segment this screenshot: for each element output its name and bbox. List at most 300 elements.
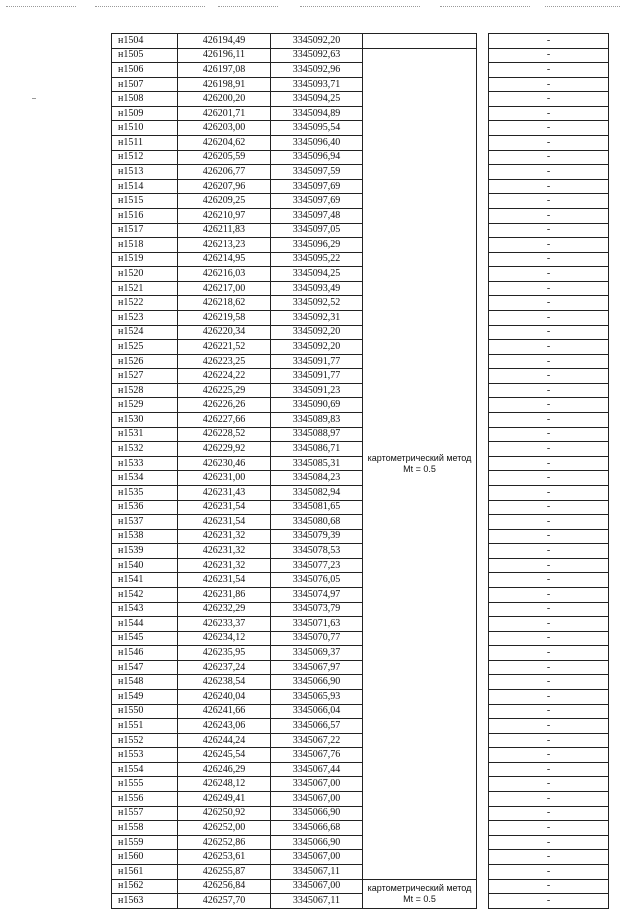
gap-cell: [477, 733, 489, 748]
table-row: [112, 398, 609, 413]
accuracy-cell: -: [489, 383, 609, 398]
accuracy-cell: -: [489, 442, 609, 457]
accuracy-cell: -: [489, 252, 609, 267]
gap-cell: [477, 558, 489, 573]
accuracy-cell: -: [489, 602, 609, 617]
x-coordinate-cell: 426217,00: [178, 281, 271, 296]
y-coordinate-cell: 3345097,48: [271, 208, 363, 223]
table-row: [112, 485, 609, 500]
x-coordinate-cell: 426220,34: [178, 325, 271, 340]
gap-cell: [477, 48, 489, 63]
table-row: [112, 208, 609, 223]
table-row: [112, 762, 609, 777]
point-id-cell: н1547: [112, 660, 178, 675]
accuracy-cell: -: [489, 34, 609, 49]
x-coordinate-cell: 426231,54: [178, 573, 271, 588]
point-id-cell: н1540: [112, 558, 178, 573]
point-id-cell: н1513: [112, 165, 178, 180]
gap-cell: [477, 383, 489, 398]
x-coordinate-cell: 426250,92: [178, 806, 271, 821]
point-id-cell: н1554: [112, 762, 178, 777]
x-coordinate-cell: 426198,91: [178, 77, 271, 92]
y-coordinate-cell: 3345067,11: [271, 894, 363, 909]
x-coordinate-cell: 426244,24: [178, 733, 271, 748]
x-coordinate-cell: 426228,52: [178, 427, 271, 442]
point-id-cell: н1549: [112, 690, 178, 705]
x-coordinate-cell: 426256,84: [178, 879, 271, 894]
point-id-cell: н1531: [112, 427, 178, 442]
y-coordinate-cell: 3345070,77: [271, 631, 363, 646]
x-coordinate-cell: 426229,92: [178, 442, 271, 457]
method-cell: картометрический метод Mt = 0.5: [363, 879, 477, 908]
y-coordinate-cell: 3345078,53: [271, 544, 363, 559]
y-coordinate-cell: 3345092,31: [271, 310, 363, 325]
table-row: [112, 835, 609, 850]
x-coordinate-cell: 426231,00: [178, 471, 271, 486]
x-coordinate-cell: 426232,29: [178, 602, 271, 617]
table-row: [112, 617, 609, 632]
y-coordinate-cell: 3345066,57: [271, 719, 363, 734]
table-row: [112, 281, 609, 296]
point-id-cell: н1505: [112, 48, 178, 63]
gap-cell: [477, 777, 489, 792]
accuracy-cell: -: [489, 427, 609, 442]
point-id-cell: н1561: [112, 864, 178, 879]
table-row: [112, 515, 609, 530]
y-coordinate-cell: 3345067,97: [271, 660, 363, 675]
x-coordinate-cell: 426200,20: [178, 92, 271, 107]
x-coordinate-cell: 426249,41: [178, 792, 271, 807]
accuracy-cell: -: [489, 310, 609, 325]
gap-cell: [477, 325, 489, 340]
y-coordinate-cell: 3345096,29: [271, 238, 363, 253]
table-row: [112, 471, 609, 486]
table-row: [112, 733, 609, 748]
accuracy-cell: -: [489, 894, 609, 909]
accuracy-cell: -: [489, 77, 609, 92]
point-id-cell: н1512: [112, 150, 178, 165]
accuracy-cell: -: [489, 835, 609, 850]
gap-cell: [477, 821, 489, 836]
x-coordinate-cell: 426225,29: [178, 383, 271, 398]
y-coordinate-cell: 3345096,40: [271, 136, 363, 151]
y-coordinate-cell: 3345096,94: [271, 150, 363, 165]
accuracy-cell: -: [489, 733, 609, 748]
point-id-cell: н1556: [112, 792, 178, 807]
table-row: [112, 456, 609, 471]
y-coordinate-cell: 3345080,68: [271, 515, 363, 530]
table-row: [112, 748, 609, 763]
accuracy-cell: -: [489, 165, 609, 180]
gap-cell: [477, 427, 489, 442]
x-coordinate-cell: 426231,32: [178, 544, 271, 559]
point-id-cell: н1523: [112, 310, 178, 325]
point-id-cell: н1509: [112, 106, 178, 121]
table-row: [112, 92, 609, 107]
point-id-cell: н1506: [112, 63, 178, 78]
point-id-cell: н1508: [112, 92, 178, 107]
y-coordinate-cell: 3345073,79: [271, 602, 363, 617]
point-id-cell: н1546: [112, 646, 178, 661]
table-row: [112, 792, 609, 807]
x-coordinate-cell: 426204,62: [178, 136, 271, 151]
point-id-cell: н1555: [112, 777, 178, 792]
y-coordinate-cell: 3345097,69: [271, 194, 363, 209]
x-coordinate-cell: 426233,37: [178, 617, 271, 632]
accuracy-cell: -: [489, 471, 609, 486]
point-id-cell: н1537: [112, 515, 178, 530]
x-coordinate-cell: 426243,06: [178, 719, 271, 734]
table-row: [112, 675, 609, 690]
accuracy-cell: -: [489, 325, 609, 340]
gap-cell: [477, 690, 489, 705]
gap-cell: [477, 529, 489, 544]
gap-cell: [477, 617, 489, 632]
accuracy-cell: -: [489, 719, 609, 734]
table-row: [112, 223, 609, 238]
point-id-cell: н1514: [112, 179, 178, 194]
point-id-cell: н1504: [112, 34, 178, 49]
gap-cell: [477, 806, 489, 821]
y-coordinate-cell: 3345067,00: [271, 879, 363, 894]
y-coordinate-cell: 3345066,04: [271, 704, 363, 719]
gap-cell: [477, 704, 489, 719]
table-row: [112, 252, 609, 267]
x-coordinate-cell: 426252,86: [178, 835, 271, 850]
gap-cell: [477, 340, 489, 355]
accuracy-cell: -: [489, 792, 609, 807]
x-coordinate-cell: 426224,22: [178, 369, 271, 384]
point-id-cell: н1535: [112, 485, 178, 500]
coordinates-table: [111, 33, 609, 909]
point-id-cell: н1538: [112, 529, 178, 544]
gap-cell: [477, 223, 489, 238]
gap-cell: [477, 106, 489, 121]
x-coordinate-cell: 426206,77: [178, 165, 271, 180]
table-row: [112, 121, 609, 136]
gap-cell: [477, 544, 489, 559]
x-coordinate-cell: 426231,32: [178, 558, 271, 573]
table-row: [112, 573, 609, 588]
point-id-cell: н1521: [112, 281, 178, 296]
x-coordinate-cell: 426246,29: [178, 762, 271, 777]
gap-cell: [477, 136, 489, 151]
point-id-cell: н1524: [112, 325, 178, 340]
point-id-cell: н1548: [112, 675, 178, 690]
accuracy-cell: -: [489, 121, 609, 136]
gap-cell: [477, 864, 489, 879]
accuracy-cell: -: [489, 92, 609, 107]
x-coordinate-cell: 426210,97: [178, 208, 271, 223]
gap-cell: [477, 238, 489, 253]
table-row: [112, 194, 609, 209]
accuracy-cell: -: [489, 660, 609, 675]
point-id-cell: н1517: [112, 223, 178, 238]
accuracy-cell: -: [489, 704, 609, 719]
point-id-cell: н1539: [112, 544, 178, 559]
table-row: [112, 136, 609, 151]
x-coordinate-cell: 426201,71: [178, 106, 271, 121]
gap-cell: [477, 442, 489, 457]
y-coordinate-cell: 3345091,23: [271, 383, 363, 398]
y-coordinate-cell: 3345074,97: [271, 587, 363, 602]
y-coordinate-cell: 3345082,94: [271, 485, 363, 500]
y-coordinate-cell: 3345084,23: [271, 471, 363, 486]
gap-cell: [477, 63, 489, 78]
point-id-cell: н1530: [112, 413, 178, 428]
gap-cell: [477, 485, 489, 500]
y-coordinate-cell: 3345088,97: [271, 427, 363, 442]
table-row: [112, 310, 609, 325]
x-coordinate-cell: 426216,03: [178, 267, 271, 282]
table-row: [112, 354, 609, 369]
gap-cell: [477, 587, 489, 602]
x-coordinate-cell: 426213,23: [178, 238, 271, 253]
accuracy-cell: -: [489, 777, 609, 792]
table-row: [112, 179, 609, 194]
x-coordinate-cell: 426205,59: [178, 150, 271, 165]
x-coordinate-cell: 426197,08: [178, 63, 271, 78]
point-id-cell: н1529: [112, 398, 178, 413]
y-coordinate-cell: 3345092,96: [271, 63, 363, 78]
x-coordinate-cell: 426221,52: [178, 340, 271, 355]
y-coordinate-cell: 3345067,76: [271, 748, 363, 763]
point-id-cell: н1563: [112, 894, 178, 909]
point-id-cell: н1553: [112, 748, 178, 763]
method-cell-empty: [363, 34, 477, 49]
gap-cell: [477, 165, 489, 180]
y-coordinate-cell: 3345067,00: [271, 850, 363, 865]
method-cell: картометрический метод Mt = 0.5: [363, 48, 477, 879]
accuracy-cell: -: [489, 762, 609, 777]
gap-cell: [477, 369, 489, 384]
x-coordinate-cell: 426209,25: [178, 194, 271, 209]
x-coordinate-cell: 426231,54: [178, 515, 271, 530]
accuracy-cell: -: [489, 223, 609, 238]
x-coordinate-cell: 426248,12: [178, 777, 271, 792]
accuracy-cell: -: [489, 48, 609, 63]
point-id-cell: н1559: [112, 835, 178, 850]
y-coordinate-cell: 3345094,89: [271, 106, 363, 121]
gap-cell: [477, 77, 489, 92]
y-coordinate-cell: 3345066,90: [271, 675, 363, 690]
gap-cell: [477, 646, 489, 661]
table-row: [112, 369, 609, 384]
y-coordinate-cell: 3345067,00: [271, 777, 363, 792]
y-coordinate-cell: 3345071,63: [271, 617, 363, 632]
accuracy-cell: -: [489, 544, 609, 559]
x-coordinate-cell: 426226,26: [178, 398, 271, 413]
accuracy-cell: -: [489, 150, 609, 165]
accuracy-cell: -: [489, 864, 609, 879]
table-row: [112, 77, 609, 92]
point-id-cell: н1518: [112, 238, 178, 253]
y-coordinate-cell: 3345097,69: [271, 179, 363, 194]
accuracy-cell: -: [489, 646, 609, 661]
y-coordinate-cell: 3345094,25: [271, 267, 363, 282]
point-id-cell: н1551: [112, 719, 178, 734]
point-id-cell: н1532: [112, 442, 178, 457]
gap-cell: [477, 252, 489, 267]
gap-cell: [477, 310, 489, 325]
point-id-cell: н1536: [112, 500, 178, 515]
table-row: [112, 646, 609, 661]
table-row: [112, 267, 609, 282]
accuracy-cell: -: [489, 413, 609, 428]
x-coordinate-cell: 426234,12: [178, 631, 271, 646]
gap-cell: [477, 208, 489, 223]
y-coordinate-cell: 3345067,00: [271, 792, 363, 807]
x-coordinate-cell: 426235,95: [178, 646, 271, 661]
point-id-cell: н1516: [112, 208, 178, 223]
gap-cell: [477, 456, 489, 471]
y-coordinate-cell: 3345086,71: [271, 442, 363, 457]
accuracy-cell: -: [489, 748, 609, 763]
gap-cell: [477, 719, 489, 734]
y-coordinate-cell: 3345092,20: [271, 325, 363, 340]
table-row: [112, 413, 609, 428]
y-coordinate-cell: 3345095,22: [271, 252, 363, 267]
accuracy-cell: -: [489, 529, 609, 544]
gap-cell: [477, 34, 489, 49]
accuracy-cell: -: [489, 690, 609, 705]
table-row: [112, 500, 609, 515]
x-coordinate-cell: 426255,87: [178, 864, 271, 879]
accuracy-cell: -: [489, 369, 609, 384]
table-row: [112, 602, 609, 617]
table-row: [112, 631, 609, 646]
point-id-cell: н1552: [112, 733, 178, 748]
table-row: [112, 777, 609, 792]
x-coordinate-cell: 426230,46: [178, 456, 271, 471]
x-coordinate-cell: 426231,43: [178, 485, 271, 500]
accuracy-cell: -: [489, 267, 609, 282]
accuracy-cell: -: [489, 354, 609, 369]
y-coordinate-cell: 3345091,77: [271, 354, 363, 369]
accuracy-cell: -: [489, 617, 609, 632]
table-row: [112, 63, 609, 78]
accuracy-cell: -: [489, 238, 609, 253]
point-id-cell: н1545: [112, 631, 178, 646]
x-coordinate-cell: 426252,00: [178, 821, 271, 836]
accuracy-cell: -: [489, 296, 609, 311]
gap-cell: [477, 879, 489, 894]
gap-cell: [477, 413, 489, 428]
x-coordinate-cell: 426207,96: [178, 179, 271, 194]
table-row: [112, 821, 609, 836]
point-id-cell: н1511: [112, 136, 178, 151]
table-row: [112, 150, 609, 165]
x-coordinate-cell: 426241,66: [178, 704, 271, 719]
gap-cell: [477, 500, 489, 515]
y-coordinate-cell: 3345093,71: [271, 77, 363, 92]
point-id-cell: н1527: [112, 369, 178, 384]
y-coordinate-cell: 3345066,90: [271, 835, 363, 850]
x-coordinate-cell: 426231,54: [178, 500, 271, 515]
table-row: [112, 558, 609, 573]
x-coordinate-cell: 426219,58: [178, 310, 271, 325]
top-edge-marks: [0, 0, 640, 12]
gap-cell: [477, 194, 489, 209]
table-row: [112, 340, 609, 355]
accuracy-cell: -: [489, 281, 609, 296]
y-coordinate-cell: 3345076,05: [271, 573, 363, 588]
point-id-cell: н1533: [112, 456, 178, 471]
accuracy-cell: -: [489, 879, 609, 894]
x-coordinate-cell: 426218,62: [178, 296, 271, 311]
x-coordinate-cell: 426227,66: [178, 413, 271, 428]
point-id-cell: н1525: [112, 340, 178, 355]
point-id-cell: н1550: [112, 704, 178, 719]
y-coordinate-cell: 3345092,20: [271, 34, 363, 49]
point-id-cell: н1526: [112, 354, 178, 369]
y-coordinate-cell: 3345090,69: [271, 398, 363, 413]
accuracy-cell: -: [489, 340, 609, 355]
gap-cell: [477, 675, 489, 690]
point-id-cell: н1560: [112, 850, 178, 865]
gap-cell: [477, 267, 489, 282]
point-id-cell: н1542: [112, 587, 178, 602]
point-id-cell: н1543: [112, 602, 178, 617]
table-row: [112, 48, 609, 63]
table-row: [112, 238, 609, 253]
accuracy-cell: -: [489, 456, 609, 471]
accuracy-cell: -: [489, 208, 609, 223]
table-row: [112, 296, 609, 311]
point-id-cell: н1510: [112, 121, 178, 136]
table-row: [112, 383, 609, 398]
point-id-cell: н1519: [112, 252, 178, 267]
table-row: [112, 719, 609, 734]
x-coordinate-cell: 426194,49: [178, 34, 271, 49]
y-coordinate-cell: 3345065,93: [271, 690, 363, 705]
gap-cell: [477, 179, 489, 194]
x-coordinate-cell: 426245,54: [178, 748, 271, 763]
gap-cell: [477, 92, 489, 107]
gap-cell: [477, 398, 489, 413]
x-coordinate-cell: 426214,95: [178, 252, 271, 267]
gap-cell: [477, 835, 489, 850]
accuracy-cell: -: [489, 558, 609, 573]
accuracy-cell: -: [489, 821, 609, 836]
table-row: [112, 165, 609, 180]
y-coordinate-cell: 3345067,44: [271, 762, 363, 777]
y-coordinate-cell: 3345095,54: [271, 121, 363, 136]
gap-cell: [477, 354, 489, 369]
gap-cell: [477, 850, 489, 865]
point-id-cell: н1522: [112, 296, 178, 311]
gap-cell: [477, 792, 489, 807]
table-row: [112, 879, 609, 894]
point-id-cell: н1541: [112, 573, 178, 588]
y-coordinate-cell: 3345066,68: [271, 821, 363, 836]
gap-cell: [477, 894, 489, 909]
accuracy-cell: -: [489, 631, 609, 646]
y-coordinate-cell: 3345081,65: [271, 500, 363, 515]
x-coordinate-cell: 426237,24: [178, 660, 271, 675]
point-id-cell: н1558: [112, 821, 178, 836]
table-row: [112, 442, 609, 457]
y-coordinate-cell: 3345092,52: [271, 296, 363, 311]
accuracy-cell: -: [489, 675, 609, 690]
gap-cell: [477, 602, 489, 617]
table-row: [112, 894, 609, 909]
table-row: [112, 529, 609, 544]
y-coordinate-cell: 3345092,20: [271, 340, 363, 355]
x-coordinate-cell: 426253,61: [178, 850, 271, 865]
gap-cell: [477, 762, 489, 777]
y-coordinate-cell: 3345067,22: [271, 733, 363, 748]
